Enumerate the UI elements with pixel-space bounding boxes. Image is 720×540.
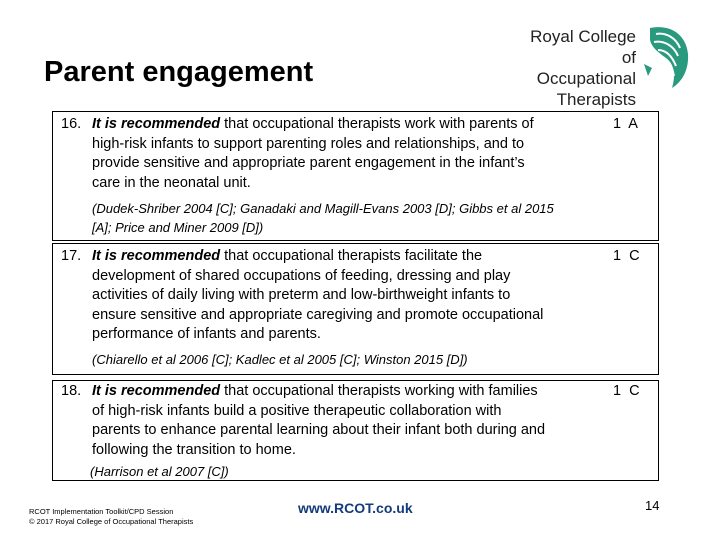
recommendation-line: of high-risk infants build a positive therapeutic collaboration with bbox=[92, 402, 502, 419]
recommendation-number: 16. bbox=[61, 116, 82, 132]
recommendation-first-line bbox=[92, 247, 601, 267]
recommendation-emphasis: It is recommended bbox=[92, 116, 221, 132]
recommendation-emphasis: It is recommended bbox=[92, 248, 221, 264]
recommendation-17-box bbox=[52, 243, 659, 375]
recommendation-first-line bbox=[92, 115, 601, 135]
recommendation-16-box bbox=[52, 111, 659, 241]
rcot-logo-text bbox=[524, 26, 636, 110]
recommendation-text: that occupational therapists work with parents of bbox=[220, 116, 534, 132]
recommendation-line: care in the neonatal unit. bbox=[92, 174, 251, 191]
recommendation-line: performance of infants and parents. bbox=[92, 326, 321, 342]
evidence-grade: 1 A bbox=[613, 116, 640, 132]
recommendation-first-line bbox=[92, 382, 601, 402]
recommendation-emphasis: It is recommended bbox=[92, 383, 221, 399]
evidence-grade: 1 C bbox=[613, 248, 642, 264]
logo-line-1: Royal College of bbox=[530, 27, 636, 67]
recommendation-line: provide sensitive and appropriate parent engagement in the infant’s bbox=[92, 155, 525, 171]
recommendation-number: 18. bbox=[61, 383, 82, 399]
recommendation-line: high-risk infants to support parenting roles and relationships, and to bbox=[92, 135, 525, 152]
page-number: 14 bbox=[645, 498, 660, 513]
page-title: Parent engagement bbox=[44, 56, 314, 88]
evidence-grade: 1 C bbox=[613, 383, 642, 399]
recommendation-line: parents to enhance parental learning about their infant both during and bbox=[92, 422, 546, 438]
logo-line-2: Occupational bbox=[536, 69, 636, 88]
evidence-references bbox=[90, 462, 229, 481]
footer-credits bbox=[29, 507, 193, 527]
evidence-references bbox=[92, 350, 468, 369]
recommendation-number: 17. bbox=[61, 248, 82, 264]
recommendation-line: development of shared occupations of feeding, dressing and play bbox=[92, 267, 511, 284]
recommendation-text: that occupational therapists facilitate the bbox=[220, 248, 483, 264]
recommendation-line: activities of daily living with preterm and low-birthweight infants to bbox=[92, 287, 511, 303]
reference-line: (Dudek-Shriber 2004 [C]; Ganadaki and Magill-Evans 2003 [D]; Gibbs et al 2015 bbox=[92, 201, 554, 216]
recommendation-17 bbox=[61, 247, 601, 345]
recommendation-line: ensure sensitive and appropriate caregiving and promote occupational bbox=[92, 306, 544, 323]
recommendation-text: that occupational therapists working with families bbox=[220, 383, 538, 399]
footer-toolkit-line: RCOT Implementation Toolkit/CPD Session bbox=[29, 507, 174, 516]
recommendation-18 bbox=[61, 382, 601, 460]
footer-url-link[interactable]: www.RCOT.co.uk bbox=[298, 500, 413, 516]
evidence-references bbox=[92, 199, 554, 237]
recommendation-line: following the transition to home. bbox=[92, 441, 296, 458]
recommendation-18-box bbox=[52, 380, 659, 481]
bird-emblem-icon bbox=[642, 24, 692, 90]
reference-line: (Harrison et al 2007 [C]) bbox=[90, 464, 229, 479]
logo-line-3: Therapists bbox=[556, 90, 636, 109]
footer-copyright-line: © 2017 Royal College of Occupational Therapists bbox=[29, 517, 194, 526]
reference-line: [A]; Price and Miner 2009 [D]) bbox=[92, 220, 264, 235]
reference-line: (Chiarello et al 2006 [C]; Kadlec et al 2005 [C]; Winston 2015 [D]) bbox=[92, 352, 468, 367]
recommendation-16 bbox=[61, 115, 601, 193]
